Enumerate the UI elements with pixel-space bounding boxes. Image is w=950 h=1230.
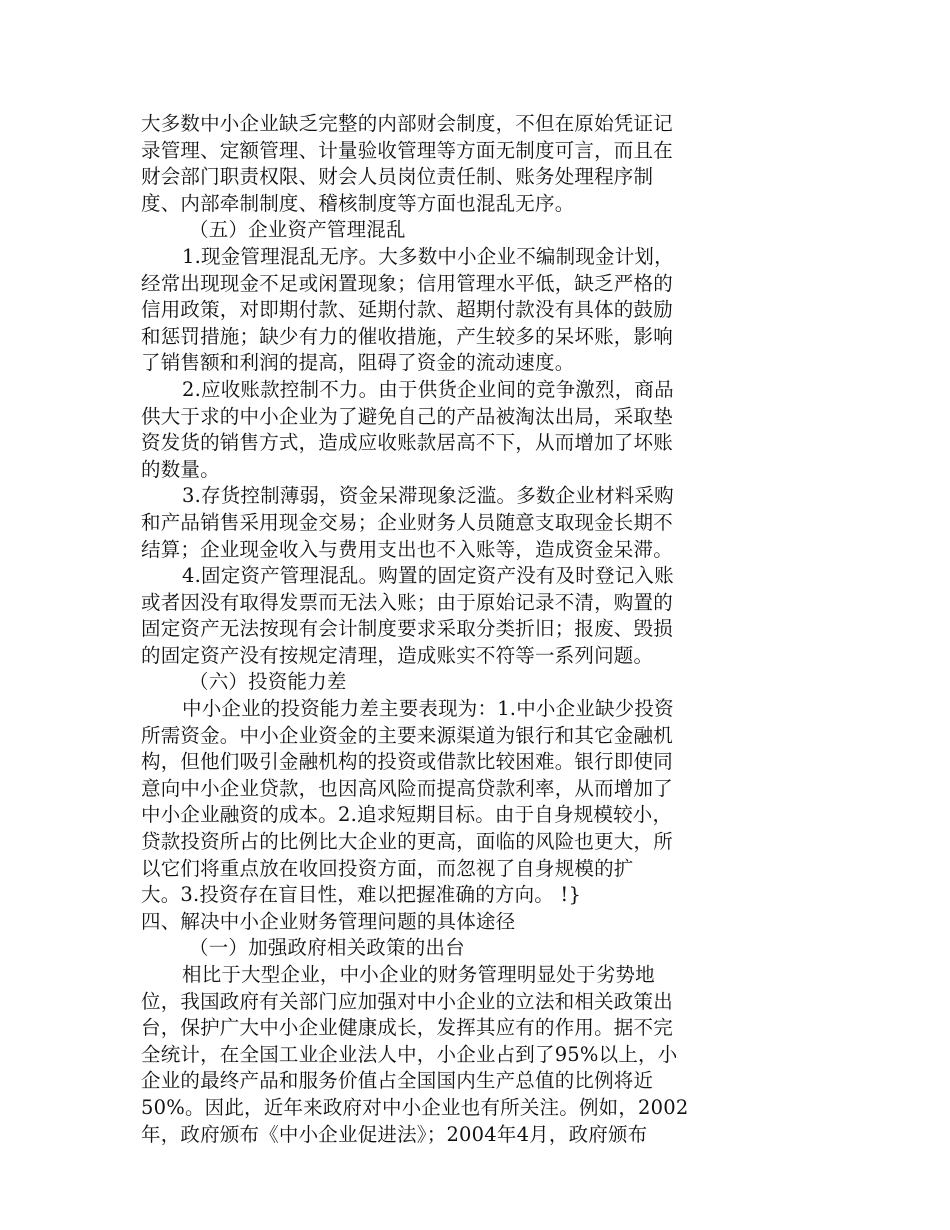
paragraph-line: 意向中小企业贷款，也因高风险而提高贷款利率，从而增加了	[141, 776, 673, 800]
paragraph-line: 供大于求的中小企业为了避免自己的产品被淘汰出局，采取垫	[141, 404, 673, 428]
paragraph-line: 的数量。	[141, 457, 220, 481]
paragraph-line: 台，保护广大中小企业健康成长，发挥其应有的作用。据不完	[141, 1016, 673, 1040]
paragraph-line: 位，我国政府有关部门应加强对中小企业的立法和相关政策出	[141, 989, 673, 1013]
paragraph-line: 1.现金管理混乱无序。大多数中小企业不编制现金计划，	[182, 244, 674, 268]
paragraph-line: 年，政府颁布《中小企业促进法》；2004年4月，政府颁布	[141, 1122, 648, 1146]
paragraph-line: 固定资产无法按现有会计制度要求采取分类折旧；报废、毁损	[141, 617, 673, 641]
paragraph-line: 和惩罚措施；缺少有力的催收措施，产生较多的呆坏账，影响	[141, 324, 673, 348]
paragraph-line: 3.存货控制薄弱，资金呆滞现象泛滥。多数企业材料采购	[182, 484, 674, 508]
paragraph-line: 大多数中小企业缺乏完整的内部财会制度，不但在原始凭证记	[141, 112, 673, 135]
paragraph-line: 4.固定资产管理混乱。购置的固定资产没有及时登记入账	[182, 564, 674, 588]
paragraph-line: 结算；企业现金收入与费用支出也不入账等，造成资金呆滞。	[141, 537, 673, 561]
chapter-heading: 四、解决中小企业财务管理问题的具体途径	[141, 909, 516, 933]
paragraph-line: 中小企业融资的成本。2.追求短期目标。由于自身规模较小，	[141, 803, 673, 827]
paragraph-line: 度、内部牵制制度、稽核制度等方面也混乱无序。	[141, 191, 575, 215]
paragraph-line: 信用政策，对即期付款、延期付款、超期付款没有具体的鼓励	[141, 298, 673, 322]
paragraph-line: 或者因没有取得发票而无法入账；由于原始记录不清，购置的	[141, 590, 673, 614]
paragraph-line: 的固定资产没有按规定清理，造成账实不符等一系列问题。	[141, 643, 654, 667]
paragraph-line: 了销售额和利润的提高，阻碍了资金的流动速度。	[141, 351, 575, 375]
paragraph-line: 和产品销售采用现金交易；企业财务人员随意支取现金长期不	[141, 510, 673, 534]
paragraph-line: 企业的最终产品和服务价值占全国国内生产总值的比例将近	[141, 1069, 654, 1093]
paragraph-line: 全统计，在全国工业企业法人中，小企业占到了95%以上，小	[141, 1042, 678, 1066]
paragraph-line: 贷款投资所占的比例比大企业的更高，面临的风险也更大，所	[141, 830, 673, 854]
paragraph-line: 中小企业的投资能力差主要表现为：1.中小企业缺少投资	[182, 697, 674, 721]
section-heading: （五）企业资产管理混乱	[189, 218, 406, 242]
paragraph-line: 50%。因此，近年来政府对中小企业也有所关注。例如，2002	[141, 1095, 689, 1119]
section-heading: （一）加强政府相关政策的出台	[189, 936, 465, 960]
paragraph-line: 以它们将重点放在收回投资方面，而忽视了自身规模的扩	[141, 856, 634, 880]
paragraph-line: 2.应收账款控制不力。由于供货企业间的竞争激烈，商品	[182, 377, 674, 401]
paragraph-line: 相比于大型企业，中小企业的财务管理明显处于劣势地	[182, 963, 655, 986]
paragraph-line: 经常出现现金不足或闲置现象；信用管理水平低，缺乏严格的	[141, 271, 673, 295]
paragraph-line: 资发货的销售方式，造成应收账款居高不下，从而增加了坏账	[141, 431, 673, 455]
section-heading: （六）投资能力差	[189, 670, 347, 694]
paragraph-line: 财会部门职责权限、财会人员岗位责任制、账务处理程序制	[141, 165, 654, 189]
paragraph-line: 构，但他们吸引金融机构的投资或借款比较困难。银行即使同	[141, 750, 673, 774]
paragraph-line: 录管理、定额管理、计量验收管理等方面无制度可言，而且在	[141, 138, 673, 162]
document-page	[141, 111, 741, 1148]
paragraph-line: 所需资金。中小企业资金的主要来源渠道为银行和其它金融机	[141, 723, 673, 747]
paragraph-line: 大。3.投资存在盲目性，难以把握准确的方向。 !}	[141, 883, 582, 907]
